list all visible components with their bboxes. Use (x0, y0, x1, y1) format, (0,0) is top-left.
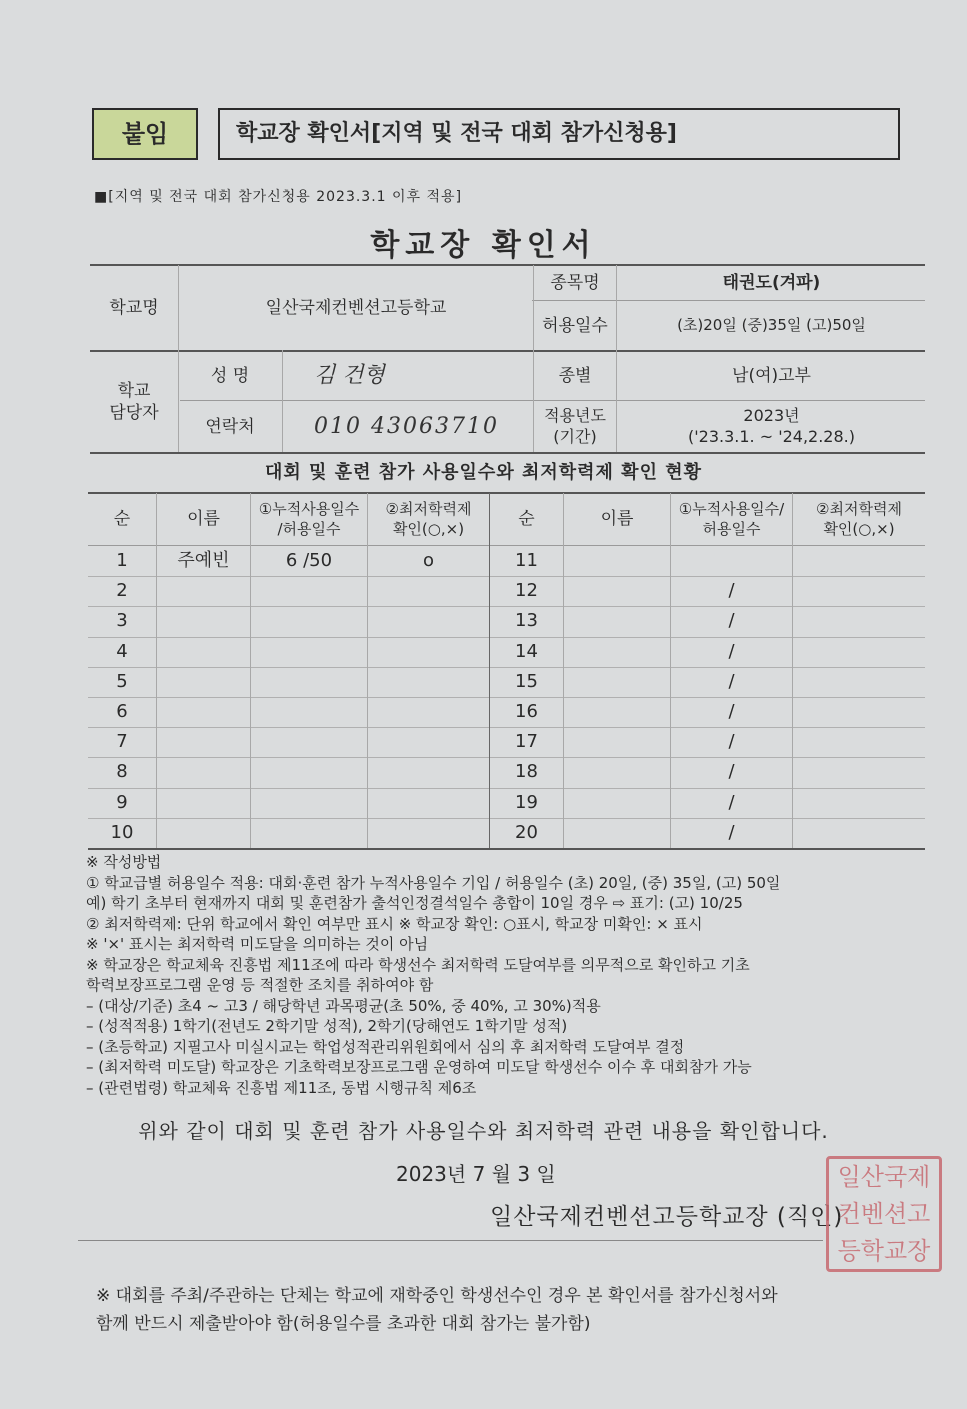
note-line: – (초등학교) 지필고사 미실시교는 학업성적관리위원회에서 심의 후 최저학력 도달여부 결정 (86, 1037, 685, 1056)
info-divider (178, 265, 179, 452)
right-row-min (793, 727, 925, 757)
left-row-name (157, 727, 250, 757)
year-value (618, 402, 925, 452)
right-row-no: 17 (515, 731, 538, 753)
footer-note (96, 1282, 916, 1338)
right-row-days: / (728, 580, 735, 602)
document-title: 학교장 확인서 (370, 228, 597, 263)
event-label: 종목명 (550, 272, 600, 293)
left-row-name (157, 667, 250, 697)
principal-signature-line: 일산국제컨벤션고등학교장 (직인) (490, 1204, 844, 1230)
left-row-no: 6 (116, 701, 128, 723)
header-name-right: 이름 (600, 509, 634, 530)
right-row-days: / (728, 671, 735, 693)
note-line: 학력보장프로그램 운영 등 적절한 조치를 취하여야 함 (86, 976, 434, 994)
right-row-days: / (728, 761, 735, 783)
instructions (86, 852, 936, 1098)
footer-line: 함께 반드시 제출받아야 함(허용일수를 초과한 대회 참가는 불가함) (96, 1314, 591, 1334)
header-days-right (671, 494, 792, 545)
left-row-name (157, 788, 250, 818)
left-row-min (368, 757, 489, 787)
name-label: 성 명 (210, 365, 250, 386)
header-title: 학교장 확인서[지역 및 전국 대회 참가신청용] (218, 108, 900, 160)
note-line: 예) 학기 초부터 현재까지 대회 및 훈련참가 출석인정결석일수 총합이 10일 경우 ⇨ 표기: (고) 10/25 (86, 894, 743, 912)
header-days-left-line1: ①누적사용일수 (258, 500, 360, 518)
left-row-days: 6 /50 (285, 550, 333, 572)
gender-value: 남(여)고부 (732, 365, 811, 386)
info-line (180, 400, 532, 401)
right-row-no: 19 (515, 792, 538, 814)
year-label (534, 402, 616, 452)
left-row-min (368, 606, 489, 636)
right-row-days: / (728, 822, 735, 844)
right-row-min (793, 546, 925, 576)
manager-label (90, 352, 178, 452)
header-min-right-line2: 확인(○,×) (823, 519, 895, 538)
header-min-right-line1: ②최저학력제 (816, 500, 902, 518)
year-value-line2: ('23.3.1. ~ '24,2.28.) (688, 427, 855, 446)
seal-glyph: 등학교장 (837, 1236, 931, 1265)
header-days-left (251, 494, 367, 545)
right-row-no: 16 (515, 701, 538, 723)
note-line: – (대상/기준) 초4 ~ 고3 / 해당학년 과목평균(초 50%, 중 40%, 고 30%)적용 (86, 996, 601, 1015)
right-row-min (793, 637, 925, 667)
note-line: ※ 학교장은 학교체육 진흥법 제11조에 따라 학생선수 최저학력 도달여부를 의무적으로 확인하고 기초 (86, 955, 750, 974)
info-line (532, 300, 925, 301)
seal-glyph: 일산국제 (837, 1163, 931, 1192)
attachment-badge: 붙임 (92, 108, 198, 160)
allowed-days-value: (초)20일 (중)35일 (고)50일 (677, 316, 866, 335)
left-row-no: 3 (116, 610, 128, 632)
header-no-left: 순 (113, 509, 131, 530)
left-row-days (251, 818, 367, 848)
left-row-no: 10 (110, 822, 134, 844)
footer-line: ※ 대회를 주최/주관하는 단체는 학교에 재학중인 학생선수인 경우 본 확인서를 참가신청서와 (96, 1286, 778, 1306)
info-line (90, 452, 925, 454)
left-row-days (251, 727, 367, 757)
manager-label-line1: 학교 (117, 380, 151, 401)
right-row-days: / (728, 610, 735, 632)
contact-value: 010 43063710 (314, 413, 499, 439)
right-row-no: 18 (515, 761, 538, 783)
left-row-days (251, 697, 367, 727)
note-line: ② 최저학력제: 단위 학교에서 확인 여부만 표시 ※ 학교장 확인: ○표시, 학교장 미확인: × 표시 (86, 914, 703, 933)
contact-label: 연락처 (205, 416, 255, 437)
right-row-name (564, 576, 670, 606)
info-line (532, 400, 925, 401)
left-row-name (157, 697, 250, 727)
right-row-days: / (728, 792, 735, 814)
left-row-name: 주예빈 (177, 550, 230, 572)
left-row-name (157, 818, 250, 848)
seal-glyph: 컨벤션고 (837, 1199, 931, 1228)
name-value: 김 건형 (314, 362, 385, 388)
left-row-min (368, 697, 489, 727)
right-row-days: / (728, 641, 735, 663)
header-days-left-line2: /허용일수 (277, 519, 341, 538)
right-row-name (564, 727, 670, 757)
right-row-days (671, 546, 792, 576)
right-row-name (564, 606, 670, 636)
issue-date: 2023년 7 월 3 일 (396, 1162, 556, 1186)
header-name-left: 이름 (187, 509, 220, 530)
right-row-no: 15 (515, 671, 538, 693)
left-row-no: 1 (116, 550, 128, 572)
note-line: ※ 작성방법 (86, 853, 162, 871)
right-row-name (564, 546, 670, 576)
left-row-no: 7 (116, 731, 128, 753)
left-row-days (251, 606, 367, 636)
left-row-days (251, 757, 367, 787)
right-row-min (793, 757, 925, 787)
right-row-min (793, 788, 925, 818)
left-row-min (368, 727, 489, 757)
info-divider (616, 265, 617, 452)
right-row-min (793, 667, 925, 697)
right-row-no: 12 (515, 580, 538, 602)
note-line: – (관련법령) 학교체육 진흥법 제11조, 동법 시행규칙 제6조 (86, 1078, 477, 1097)
note-line: ① 학교급별 허용일수 적용: 대회·훈련 참가 누적사용일수 기입 / 허용일수 (초) 20일, (중) 35일, (고) 50일 (86, 873, 781, 892)
section-title: 대회 및 훈련 참가 사용일수와 최저학력제 확인 현황 (264, 462, 702, 483)
right-row-days: / (728, 701, 735, 723)
left-row-min (368, 788, 489, 818)
right-row-no: 20 (515, 822, 538, 844)
header-min-left-line2: 확인(○,×) (392, 519, 465, 538)
school-label: 학교명 (109, 297, 159, 318)
applicability-note: ■[지역 및 전국 대회 참가신청용 2023.3.1 이후 적용] (94, 189, 463, 205)
official-seal-stamp (826, 1156, 942, 1272)
gender-label: 종별 (558, 365, 592, 386)
left-row-days (251, 576, 367, 606)
right-row-min (793, 576, 925, 606)
left-row-days (251, 788, 367, 818)
right-row-no: 13 (515, 610, 538, 632)
left-row-min (368, 667, 489, 697)
left-row-name (157, 606, 250, 636)
right-row-name (564, 788, 670, 818)
year-value-line1: 2023년 (743, 406, 800, 426)
note-line: ※ '×' 표시는 최저학력 미도달을 의미하는 것이 아님 (86, 935, 429, 953)
manager-label-line2: 담당자 (109, 403, 159, 423)
left-row-days (251, 637, 367, 667)
left-row-name (157, 757, 250, 787)
confirmation-statement: 위와 같이 대회 및 훈련 참가 사용일수와 최저학력 관련 내용을 확인합니다. (138, 1119, 829, 1143)
header-min-right (793, 494, 925, 545)
table-bottom-border (88, 848, 925, 850)
year-label-line2: (기간) (553, 427, 597, 446)
header-no-right: 순 (518, 509, 535, 530)
right-row-name (564, 757, 670, 787)
right-row-name (564, 697, 670, 727)
left-row-name (157, 637, 250, 667)
header-days-right-line1: ①누적사용일수/ (678, 500, 785, 518)
header-days-right-line2: 허용일수 (702, 519, 761, 538)
right-row-name (564, 818, 670, 848)
right-row-name (564, 637, 670, 667)
left-row-no: 8 (116, 761, 128, 783)
allowed-days-label: 허용일수 (542, 315, 608, 336)
left-row-min: o (422, 550, 434, 572)
note-line: – (성적적용) 1학기(전년도 2학기말 성적), 2학기(당해연도 1학기말 성적) (86, 1017, 568, 1035)
left-row-min (368, 818, 489, 848)
left-row-days (251, 667, 367, 697)
left-row-min (368, 637, 489, 667)
left-row-name (157, 576, 250, 606)
school-value: 일산국제컨벤션고등학교 (265, 297, 447, 318)
footer-divider (78, 1240, 823, 1241)
left-row-no: 4 (116, 641, 128, 663)
header-min-left-line1: ②최저학력제 (385, 500, 472, 518)
right-row-name (564, 667, 670, 697)
left-row-no: 2 (116, 580, 128, 602)
right-row-days: / (728, 731, 735, 753)
header-min-left (368, 494, 489, 545)
right-row-min (793, 606, 925, 636)
right-row-min (793, 697, 925, 727)
year-label-line1: 적용년도 (544, 406, 606, 426)
right-row-min (793, 818, 925, 848)
right-row-no: 11 (515, 550, 538, 572)
event-value: 태권도(겨파) (722, 272, 821, 293)
left-row-min (368, 576, 489, 606)
left-row-no: 5 (116, 671, 128, 693)
right-row-no: 14 (515, 641, 538, 663)
left-row-no: 9 (116, 792, 128, 814)
info-divider (282, 350, 283, 452)
note-line: – (최저학력 미도달) 학교장은 기초학력보장프로그램 운영하여 미도달 학생선수 이수 후 대회참가 가능 (86, 1058, 752, 1076)
